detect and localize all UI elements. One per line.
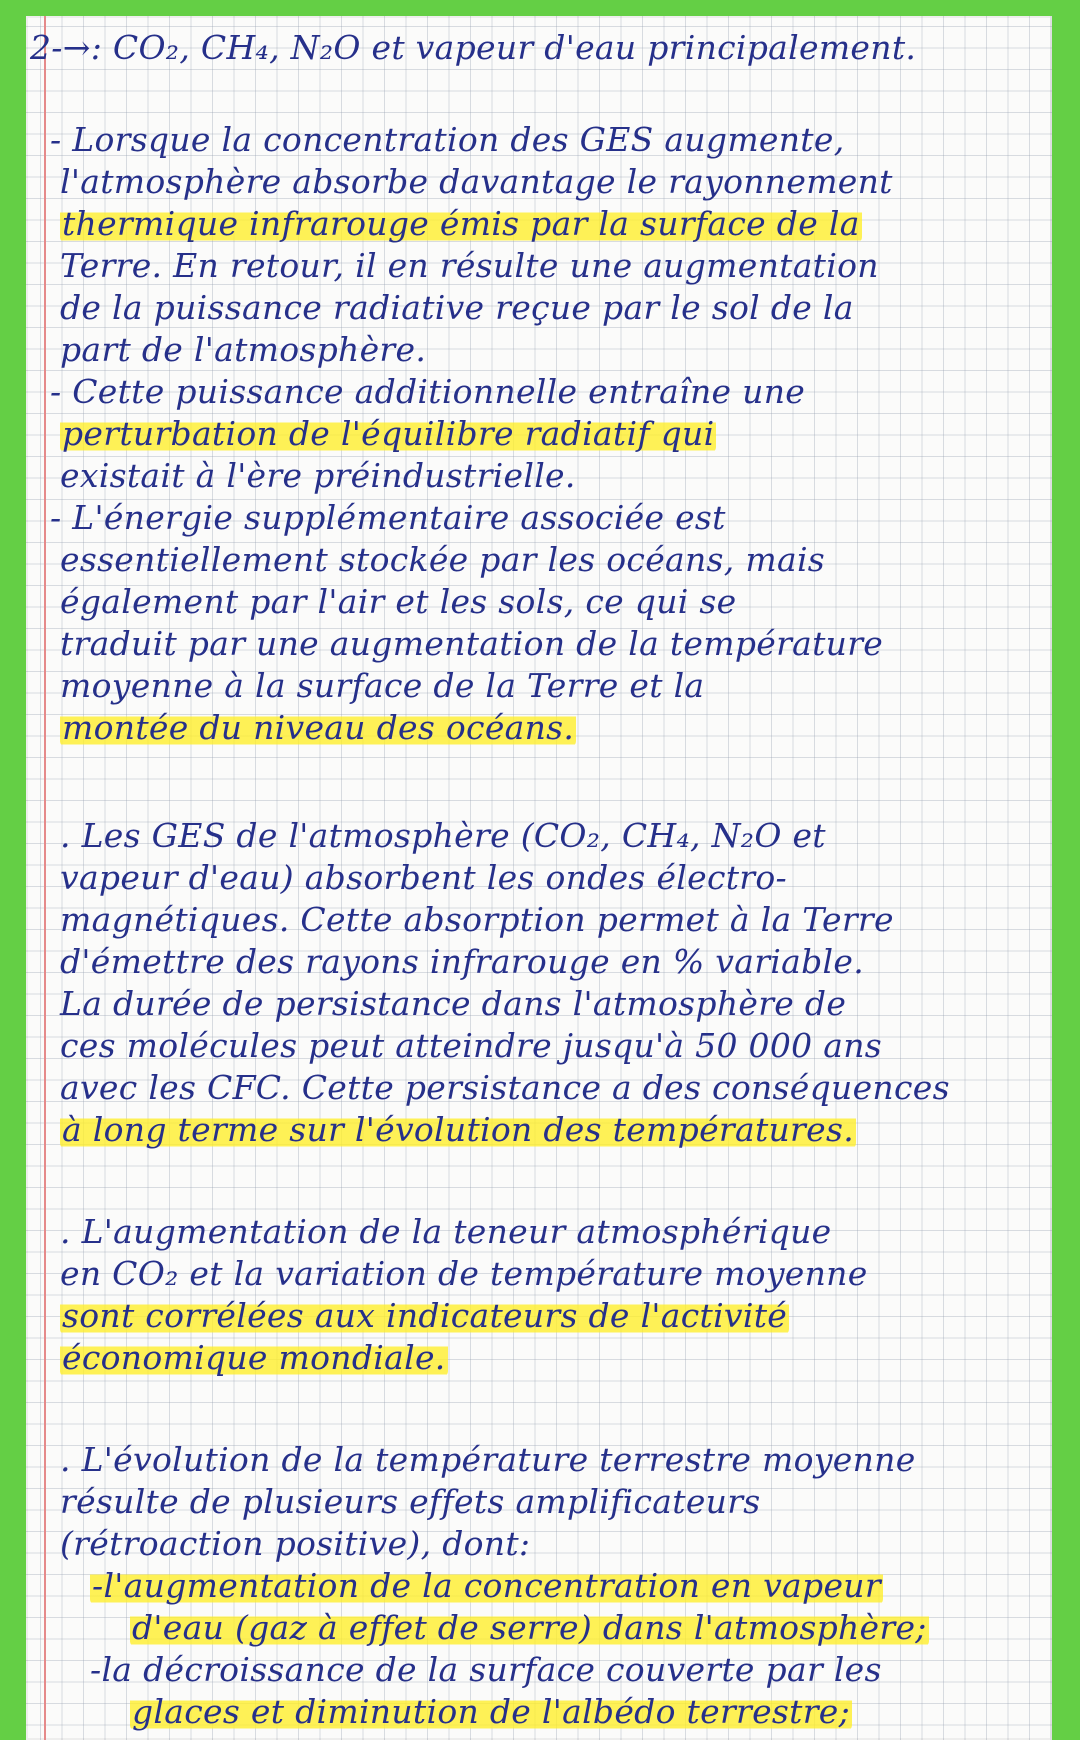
- note-line: sont corrélées aux indicateurs de l'activité: [62, 1296, 788, 1335]
- note-line: de la puissance radiative reçue par le sol de la: [60, 288, 854, 327]
- note-line: -la décroissance de la surface couverte par les: [90, 1650, 882, 1689]
- note-line: économique mondiale.: [62, 1338, 446, 1377]
- note-line: résulte de plusieurs effets amplificateurs: [60, 1482, 761, 1521]
- note-line: - L'énergie supplémentaire associée est: [50, 498, 726, 537]
- note-line: essentiellement stockée par les océans, mais: [60, 540, 826, 579]
- note-line: moyenne à la surface de la Terre et la: [60, 666, 705, 705]
- note-line: - Lorsque la concentration des GES augmente,: [50, 120, 845, 159]
- note-line: traduit par une augmentation de la température: [60, 624, 884, 663]
- note-line: - Cette puissance additionnelle entraîne une: [50, 372, 806, 411]
- note-line: magnétiques. Cette absorption permet à la Terre: [60, 900, 894, 939]
- note-line: thermique infrarouge émis par la surface de la: [62, 204, 860, 243]
- header-line: 2-→: CO₂, CH₄, N₂O et vapeur d'eau principalement.: [30, 28, 917, 67]
- note-line: (rétroaction positive), dont:: [60, 1524, 531, 1563]
- note-line: en CO₂ et la variation de température moyenne: [60, 1254, 868, 1293]
- note-line: d'émettre des rayons infrarouge en % variable.: [60, 942, 865, 981]
- note-line: part de l'atmosphère.: [60, 330, 427, 369]
- note-line: La durée de persistance dans l'atmosphère de: [60, 984, 847, 1023]
- note-line: ces molécules peut atteindre jusqu'à 50 000 ans: [60, 1026, 882, 1065]
- note-line: montée du niveau des océans.: [62, 708, 575, 747]
- note-line: glaces et diminution de l'albédo terrestre;: [132, 1692, 851, 1731]
- note-line: . L'augmentation de la teneur atmosphérique: [60, 1212, 832, 1251]
- note-line: . L'évolution de la température terrestre moyenne: [60, 1440, 916, 1479]
- note-line: existait à l'ère préindustrielle.: [60, 456, 576, 495]
- note-line: perturbation de l'équilibre radiatif qui: [62, 414, 715, 453]
- note-line: -l'augmentation de la concentration en vapeur: [92, 1566, 881, 1605]
- notebook-page: [26, 16, 1052, 1740]
- note-line: . Les GES de l'atmosphère (CO₂, CH₄, N₂O et: [60, 816, 826, 855]
- note-line: à long terme sur l'évolution des températures.: [62, 1110, 854, 1149]
- note-line: d'eau (gaz à effet de serre) dans l'atmosphère;: [132, 1608, 927, 1647]
- margin-line: [44, 16, 46, 1740]
- note-line: vapeur d'eau) absorbent les ondes électro-: [60, 858, 787, 897]
- note-line: également par l'air et les sols, ce qui se: [60, 582, 737, 621]
- note-line: Terre. En retour, il en résulte une augmentation: [60, 246, 879, 285]
- note-line: l'atmosphère absorbe davantage le rayonnement: [60, 162, 893, 201]
- note-line: avec les CFC. Cette persistance a des conséquences: [60, 1068, 950, 1107]
